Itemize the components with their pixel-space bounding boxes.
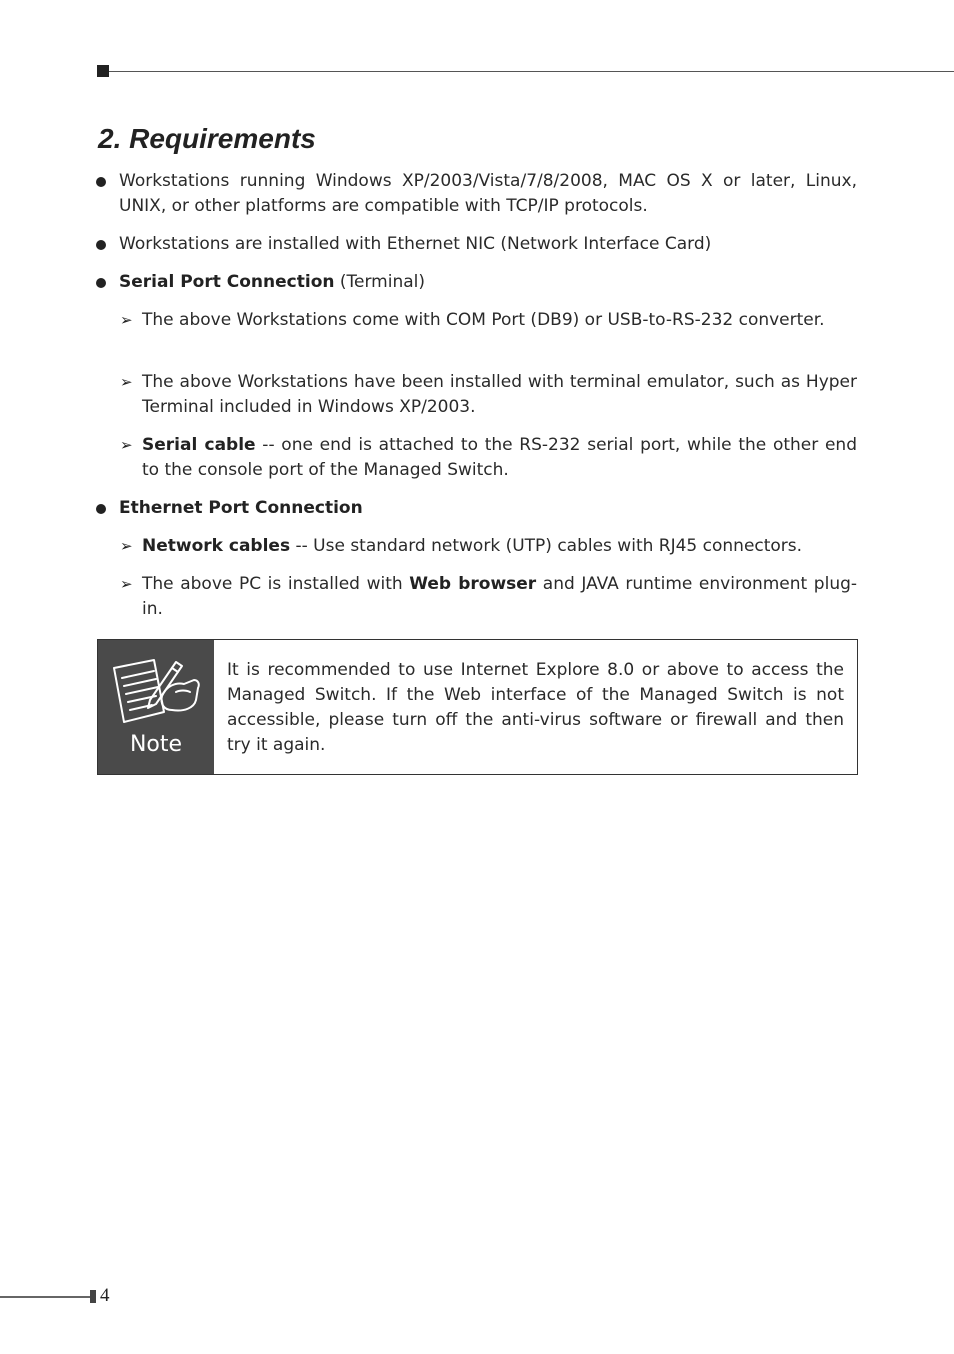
page-number: 4	[100, 1285, 110, 1306]
header-square	[97, 65, 109, 77]
bullet-dot-icon	[96, 240, 106, 250]
requirement-item-serial-port	[119, 270, 857, 295]
footer-mark	[90, 1290, 96, 1303]
serial-sub-item-terminal-emulator	[142, 370, 857, 420]
sub-item-text: -- one end is attached to the RS-232 serial port, while the other end to the console port of the Managed Switch.	[142, 435, 857, 480]
sub-item-heading: Serial cable	[142, 435, 256, 455]
requirement-text: (Terminal)	[334, 272, 425, 292]
requirement-text: Workstations are installed with Ethernet NIC (Network Interface Card)	[119, 234, 712, 254]
arrow-bullet-icon: ➢	[120, 311, 133, 329]
bullet-dot-icon	[96, 504, 106, 514]
sub-item-text: and JAVA runtime environment plug-in.	[142, 574, 858, 619]
sub-item-text: The above Workstations come with COM Port (DB9) or USB-to-RS-232 converter.	[142, 310, 825, 330]
sub-item-text: The above PC is installed with	[142, 574, 410, 594]
serial-sub-item-serial-cable	[142, 433, 857, 483]
arrow-bullet-icon: ➢	[120, 436, 133, 454]
note-label: Note	[129, 732, 183, 757]
sub-item-heading: Web browser	[409, 574, 537, 594]
arrow-bullet-icon: ➢	[120, 575, 133, 593]
note-pen-hand-icon	[110, 656, 202, 732]
requirement-heading: Serial Port Connection	[119, 272, 335, 292]
requirement-item-ethernet-port	[119, 496, 857, 521]
bullet-dot-icon	[96, 177, 106, 187]
requirement-heading: Ethernet Port Connection	[119, 498, 363, 518]
header-rule	[109, 71, 954, 72]
requirement-item-nic	[119, 232, 857, 257]
page-title: 2. Requirements	[98, 123, 316, 154]
note-box	[97, 639, 858, 775]
sub-item-text: The above Workstations have been installed with terminal emulator, such as Hyper Terminal included in Windows XP/2003.	[142, 372, 857, 417]
sub-item-heading: Network cables	[142, 536, 291, 556]
serial-sub-item-com-port	[142, 308, 857, 333]
ethernet-sub-item-network-cables	[142, 534, 857, 559]
requirement-item-platforms	[119, 169, 857, 219]
note-sidebar	[98, 640, 214, 774]
bullet-dot-icon	[96, 278, 106, 288]
ethernet-sub-item-web-browser	[142, 572, 857, 622]
requirement-text: Workstations running Windows XP/2003/Vista/7/8/2008, MAC OS X or later, Linux, UNIX, or other platforms are compatible with TCP/IP protocols.	[119, 171, 857, 216]
arrow-bullet-icon: ➢	[120, 373, 133, 391]
sub-item-text: -- Use standard network (UTP) cables with RJ45 connectors.	[290, 536, 803, 556]
note-text: It is recommended to use Internet Explore 8.0 or above to access the Managed Switch. If the Web interface of the Managed Switch is not accessible, please turn off the anti-virus software or firewall and then try it again.	[227, 660, 844, 755]
arrow-bullet-icon: ➢	[120, 537, 133, 555]
footer-rule	[0, 1296, 90, 1298]
